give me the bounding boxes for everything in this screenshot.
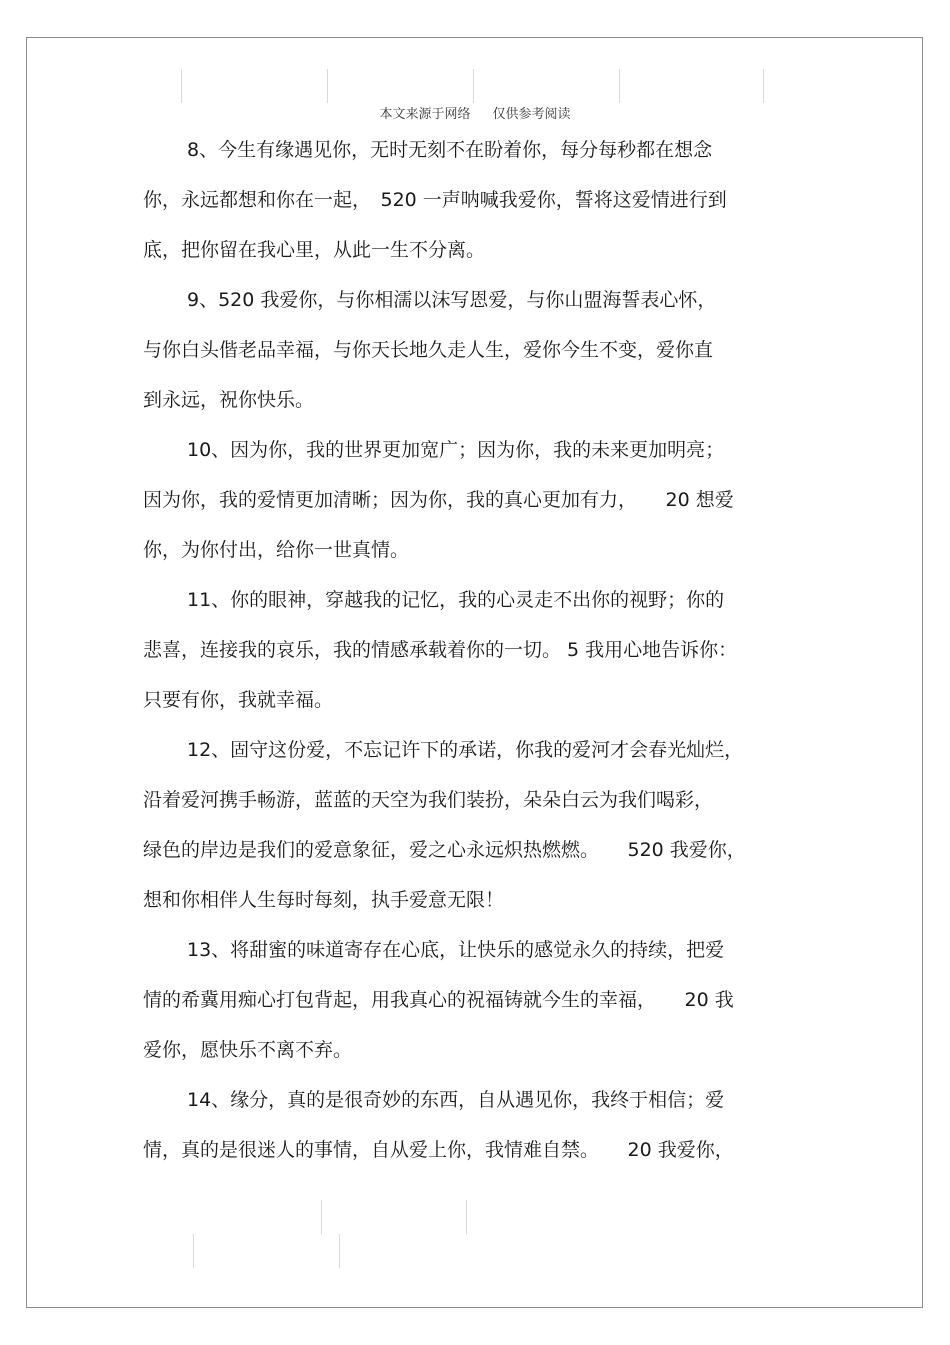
text-line: 你，为你付出，给你一世真情。 (143, 539, 410, 561)
text-line: 9、520 我爱你，与你相濡以沫写恩爱，与你山盟海誓表心怀， (187, 289, 717, 311)
text-line: 8、今生有缘遇见你，无时无刻不在盼着你，每分每秒都在想念 (187, 139, 713, 161)
text-line: 你，永远都想和你在一起， 520 一声呐喊我爱你，誓将这爱情进行到 (143, 189, 727, 211)
text-line: 因为你，我的爱情更加清晰；因为你，我的真心更加有力， 20 想爱 (143, 489, 734, 511)
text-line: 爱你，愿快乐不离不弃。 (143, 1039, 353, 1061)
text-line: 沿着爱河携手畅游，蓝蓝的天空为我们装扮，朵朵白云为我们喝彩， (143, 789, 714, 811)
footer-divider (193, 1234, 194, 1268)
paragraph-12 (143, 732, 803, 932)
header-divider (763, 69, 764, 103)
footer-divider (466, 1200, 467, 1234)
header-source-note: 本文来源于网络 (379, 107, 471, 122)
document-body (143, 132, 803, 1182)
text-line: 11、你的眼神，穿越我的记忆，我的心灵走不出你的视野；你的 (187, 589, 725, 611)
paragraph-10 (143, 432, 803, 582)
text-line: 到永远，祝你快乐。 (143, 389, 315, 411)
paragraph-9 (143, 282, 803, 432)
paragraph-11 (143, 582, 803, 732)
text-line: 悲喜，连接我的哀乐，我的情感承载着你的一切。 5 我用心地告诉你： (143, 639, 738, 661)
text-line: 情，真的是很迷人的事情，自从爱上你，我情难自禁。 20 我爱你， (143, 1139, 734, 1161)
footer-divider (321, 1200, 322, 1234)
text-line: 绿色的岸边是我们的爱意象征，爱之心永远炽热燃燃。 520 我爱你， (143, 839, 746, 861)
text-line: 12、固守这份爱，不忘记许下的承诺，你我的爱河才会春光灿烂， (187, 739, 744, 761)
header-divider (473, 69, 474, 103)
text-line: 10、因为你，我的世界更加宽广；因为你，我的未来更加明亮； (187, 439, 725, 461)
text-line: 底，把你留在我心里，从此一生不分离。 (143, 239, 486, 261)
text-line: 情的希冀用痴心打包背起，用我真心的祝福铸就今生的幸福， 20 我 (143, 989, 734, 1011)
paragraph-8 (143, 132, 803, 282)
footer-divider (339, 1234, 340, 1268)
page-header (0, 103, 950, 122)
paragraph-13 (143, 932, 803, 1082)
text-line: 只要有你，我就幸福。 (143, 689, 334, 711)
text-line: 14、缘分，真的是很奇妙的东西，自从遇见你，我终于相信；爱 (187, 1089, 725, 1111)
header-divider (619, 69, 620, 103)
paragraph-14 (143, 1082, 803, 1182)
header-reference-note: 仅供参考阅读 (492, 107, 571, 122)
text-line: 13、将甜蜜的味道寄存在心底，让快乐的感觉永久的持续，把爱 (187, 939, 725, 961)
text-line: 与你白头偕老品幸福，与你天长地久走人生，爱你今生不变，爱你直 (143, 339, 714, 361)
header-divider (181, 69, 182, 103)
text-line: 想和你相伴人生每时每刻，执手爱意无限！ (143, 889, 505, 911)
header-divider (327, 69, 328, 103)
